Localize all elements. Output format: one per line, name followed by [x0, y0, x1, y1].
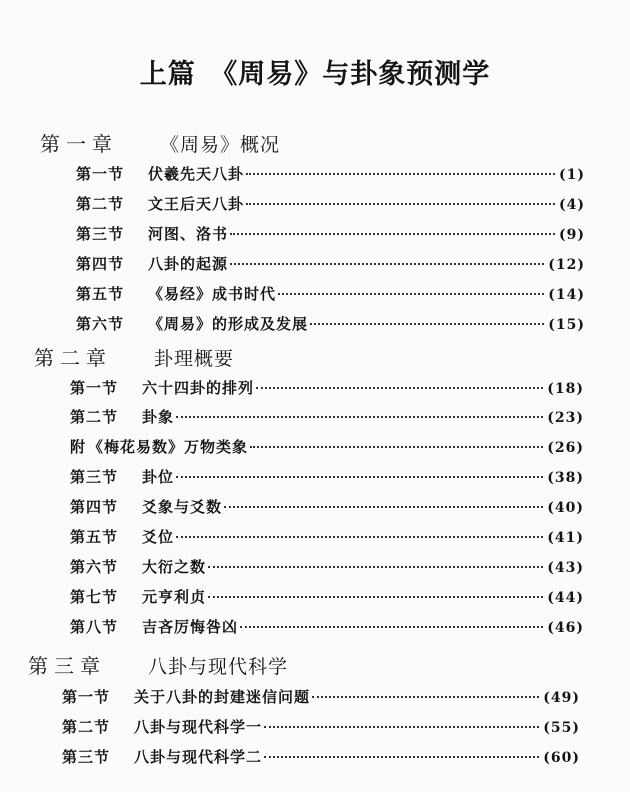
toc-entry: [62, 716, 580, 738]
page-number: (49): [543, 690, 580, 706]
toc-entry: [76, 283, 585, 305]
section-title: 文王后天八卦: [148, 195, 245, 213]
section-label: 第二节: [76, 195, 125, 213]
section-label: 第五节: [70, 528, 119, 546]
dot-leader: [312, 696, 539, 698]
section-title: 卦位: [142, 468, 175, 486]
toc-entry: [70, 586, 584, 608]
dot-leader: [176, 416, 543, 418]
section-title: 伏羲先天八卦: [148, 165, 245, 183]
section-label: 附: [70, 438, 87, 456]
section-label: 第一节: [62, 688, 111, 706]
section-title: 《易经》成书时代: [148, 285, 277, 303]
chapter-label: 第三章: [28, 654, 106, 678]
toc-entry: [76, 313, 585, 335]
page-number: (44): [547, 590, 584, 606]
page-number: (38): [547, 470, 584, 486]
page-number: (40): [547, 500, 584, 516]
section-title: 爻象与爻数: [142, 498, 223, 516]
section-title: 《周易》的形成及发展: [148, 315, 309, 333]
section-label: 第八节: [70, 618, 119, 636]
section-title: 八卦与现代科学一: [134, 718, 263, 736]
section-title: 吉吝厉悔咎凶: [142, 618, 239, 636]
page-number: (15): [548, 317, 585, 333]
section-title: 河图、洛书: [148, 225, 229, 243]
page-number: (18): [547, 381, 584, 397]
chapter-heading: [40, 128, 280, 157]
section-title: 六十四卦的排列: [142, 379, 255, 397]
page-number: (14): [548, 287, 585, 303]
section-label: 第三节: [76, 225, 125, 243]
dot-leader: [250, 446, 543, 448]
dot-leader: [240, 626, 543, 628]
section-label: 第四节: [76, 255, 125, 273]
chapter-heading: [34, 342, 234, 371]
section-title: 八卦与现代科学二: [134, 748, 263, 766]
dot-leader: [176, 536, 543, 538]
chapter-title: 《周易》概况: [160, 134, 281, 156]
page-number: (60): [543, 750, 580, 766]
toc-entry: [70, 406, 584, 428]
toc-entry: [70, 496, 584, 518]
dot-leader: [224, 506, 543, 508]
section-label: 第六节: [70, 558, 119, 576]
section-label: 第二节: [70, 408, 119, 426]
section-label: 第七节: [70, 588, 119, 606]
dot-leader: [264, 756, 539, 758]
dot-leader: [230, 263, 544, 265]
section-label: 第二节: [62, 718, 111, 736]
page-number: (23): [547, 410, 584, 426]
page-number: (41): [547, 530, 584, 546]
toc-entry: [76, 193, 585, 215]
section-title: 大衍之数: [142, 558, 207, 576]
section-title: 卦象: [142, 408, 175, 426]
dot-leader: [256, 387, 543, 389]
dot-leader: [264, 726, 539, 728]
section-title: 关于八卦的封建迷信问题: [134, 688, 311, 706]
toc-entry: [70, 466, 584, 488]
toc-entry: [76, 253, 585, 275]
chapter-label: 第二章: [34, 346, 112, 370]
section-title: 元亨利贞: [142, 588, 207, 606]
toc-entry: [70, 556, 584, 578]
chapter-heading: [28, 650, 288, 679]
chapter-label: 第一章: [40, 132, 118, 156]
section-title: 《梅花易数》万物类象: [88, 438, 249, 456]
toc-entry: [70, 377, 584, 399]
dot-leader: [246, 173, 555, 175]
section-label: 第一节: [70, 379, 119, 397]
page-number: (46): [547, 620, 584, 636]
chapter-title: 八卦与现代科学: [148, 656, 289, 678]
page-number: (12): [548, 257, 585, 273]
dot-leader: [176, 476, 543, 478]
dot-leader: [208, 596, 543, 598]
page-number: (43): [547, 560, 584, 576]
page-number: (26): [547, 440, 584, 456]
page-title: 上篇 《周易》与卦象预测学: [139, 59, 491, 90]
section-label: 第三节: [70, 468, 119, 486]
toc-entry: [70, 436, 584, 458]
toc-entry: [70, 616, 584, 638]
dot-leader: [310, 323, 544, 325]
section-title: 八卦的起源: [148, 255, 229, 273]
toc-entry: [62, 686, 580, 708]
dot-leader: [278, 293, 544, 295]
dot-leader: [230, 233, 555, 235]
chapter-title: 卦理概要: [154, 348, 235, 370]
section-label: 第四节: [70, 498, 119, 516]
section-label: 第六节: [76, 315, 125, 333]
toc-entry: [62, 746, 580, 768]
section-label: 第一节: [76, 165, 125, 183]
toc-entry: [76, 163, 585, 185]
dot-leader: [208, 566, 543, 568]
page-number: (55): [543, 720, 580, 736]
dot-leader: [246, 203, 555, 205]
section-label: 第三节: [62, 748, 111, 766]
toc-entry: [76, 223, 585, 245]
section-label: 第五节: [76, 285, 125, 303]
page-number: (1): [559, 167, 585, 183]
page-number: (4): [559, 197, 585, 213]
page-number: (9): [559, 227, 585, 243]
section-title: 爻位: [142, 528, 175, 546]
toc-entry: [70, 526, 584, 548]
